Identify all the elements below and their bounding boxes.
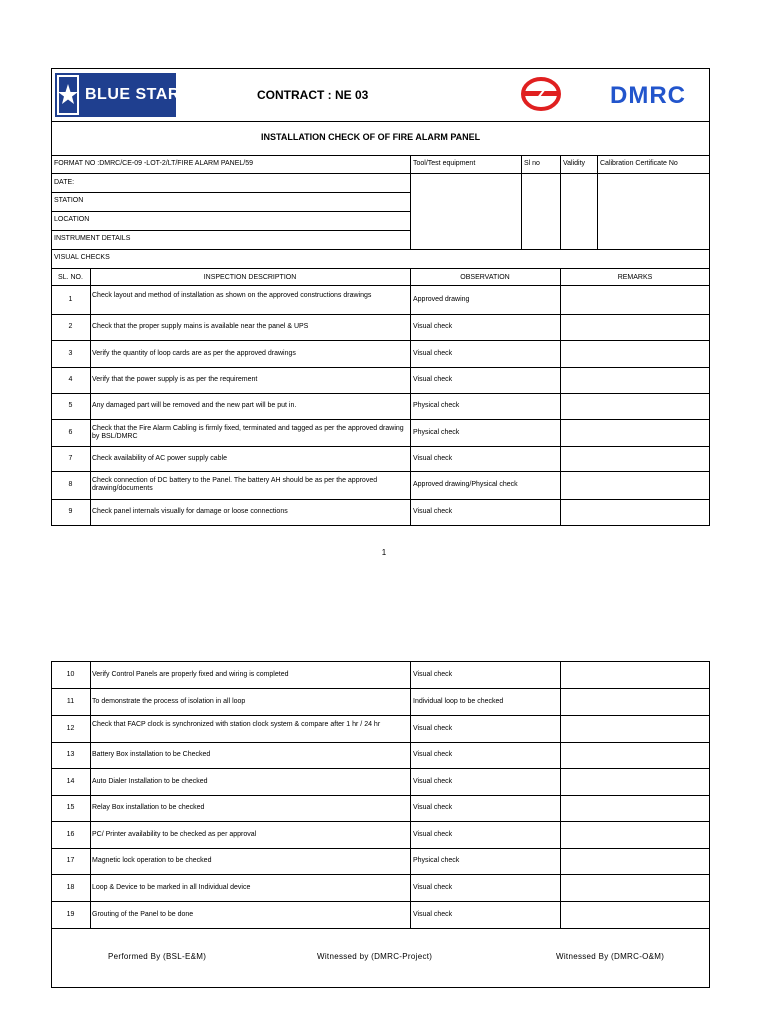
row-remarks-cell[interactable] — [561, 901, 710, 928]
row-observation: Physical check — [413, 428, 460, 436]
table-row — [51, 715, 710, 742]
row-description: Check connection of DC battery to the Panel. The battery AH should be as per the approved drawing/documents — [92, 477, 378, 492]
table-row — [51, 419, 710, 446]
table-row — [51, 314, 710, 340]
row-observation: Visual check — [413, 670, 453, 678]
location-label: LOCATION — [54, 216, 90, 223]
row-description: Any damaged part will be removed and the new part will be put in. — [92, 402, 297, 409]
row-observation: Approved drawing/Physical check — [413, 481, 518, 488]
row-remarks-cell[interactable] — [561, 715, 710, 742]
row-remarks-cell[interactable] — [561, 874, 710, 901]
row-number: 7 — [68, 454, 73, 462]
table-row — [51, 848, 710, 874]
row-remarks-cell[interactable] — [561, 367, 710, 393]
star-icon — [57, 75, 79, 115]
tool-header: Tool/Test equipment — [413, 160, 476, 167]
table-row — [51, 367, 710, 393]
row-observation: Visual check — [413, 804, 453, 811]
row-number: 17 — [66, 857, 75, 864]
slno-header: Sl no — [524, 160, 540, 167]
calibration-header: Calibration Certificate No — [600, 160, 678, 167]
row-remarks-cell[interactable] — [561, 688, 710, 715]
row-description: PC/ Printer availability to be checked as per approval — [92, 830, 257, 838]
row-observation: Visual check — [413, 376, 453, 383]
row-number: 13 — [66, 751, 75, 758]
table-row — [51, 499, 710, 524]
row-number: 1 — [68, 295, 73, 303]
row-description: Magnetic lock operation to be checked — [92, 857, 212, 864]
row-description: Auto Dialer Installation to be checked — [92, 777, 208, 785]
table-row — [51, 446, 710, 471]
witnessed-project: Witnessed by (DMRC-Project) — [317, 952, 433, 961]
col-header-remarks: REMARKS — [617, 274, 653, 281]
row-description: Relay Box installation to be checked — [92, 804, 205, 811]
table-row — [51, 768, 710, 795]
station-label: STATION — [54, 197, 84, 204]
row-observation: Visual check — [413, 777, 453, 785]
table-row — [51, 688, 710, 715]
row-remarks-cell[interactable] — [561, 285, 710, 314]
col-header-obs: OBSERVATION — [460, 274, 510, 281]
row-remarks-cell[interactable] — [561, 821, 710, 848]
row-number: 3 — [68, 349, 73, 357]
row-observation: Visual check — [413, 883, 453, 891]
table-row — [51, 742, 710, 768]
row-observation: Visual check — [413, 751, 453, 758]
row-number: 19 — [66, 910, 75, 918]
performed-by: Performed By (BSL-E&M) — [108, 952, 207, 961]
row-number: 16 — [66, 830, 75, 838]
table-row — [51, 471, 710, 499]
row-remarks-cell[interactable] — [561, 446, 710, 471]
row-observation: Visual check — [413, 724, 453, 732]
validity-header: Validity — [563, 160, 586, 167]
row-description: Check availability of AC power supply cable — [92, 454, 228, 462]
bluestar-text: BLUE STAR — [85, 86, 180, 103]
page-number: 1 — [381, 548, 387, 557]
row-number: 6 — [68, 428, 73, 436]
row-description: Check that the proper supply mains is available near the panel & UPS — [92, 323, 309, 330]
row-description: Loop & Device to be marked in all Individual device — [92, 883, 251, 891]
row-observation: Physical check — [413, 402, 460, 409]
row-remarks-cell[interactable] — [561, 848, 710, 874]
table-row — [51, 340, 710, 367]
row-description: Verify Control Panels are properly fixed and wiring is completed — [92, 670, 289, 678]
dmrc-text: DMRC — [610, 82, 686, 109]
table-row — [51, 821, 710, 848]
row-number: 18 — [66, 883, 75, 891]
row-observation: Visual check — [413, 349, 453, 357]
row-remarks-cell[interactable] — [561, 768, 710, 795]
row-description: Check that the Fire Alarm Cabling is firmly fixed, terminated and tagged as per the approved drawing by BSL/DMRC — [92, 424, 404, 440]
instrument-label: INSTRUMENT DETAILS — [54, 235, 131, 242]
row-number: 2 — [68, 323, 73, 330]
row-remarks-cell[interactable] — [561, 340, 710, 367]
date-label: DATE: — [54, 179, 75, 186]
dmrc-logo-icon — [520, 77, 562, 111]
row-number: 11 — [66, 697, 75, 705]
col-header-desc: INSPECTION DESCRIPTION — [203, 274, 297, 281]
row-number: 14 — [66, 777, 75, 785]
row-number: 9 — [68, 507, 73, 515]
row-number: 4 — [68, 376, 73, 383]
row-description: Verify that the power supply is as per the requirement — [92, 376, 258, 383]
table-row — [51, 874, 710, 901]
table-row — [51, 285, 710, 314]
bluestar-logo — [55, 73, 180, 117]
row-observation: Visual check — [413, 454, 453, 462]
row-description: To demonstrate the process of isolation in all loop — [92, 697, 246, 705]
table-row — [51, 901, 710, 928]
row-description: Check panel internals visually for damage or loose connections — [92, 507, 288, 515]
row-number: 10 — [66, 670, 75, 678]
row-number: 12 — [66, 724, 75, 732]
row-description: Battery Box installation to be Checked — [92, 751, 211, 758]
row-remarks-cell[interactable] — [561, 393, 710, 419]
row-description: Check layout and method of installation as shown on the approved constructions drawings — [92, 291, 372, 299]
table-row — [51, 661, 710, 688]
row-remarks-cell[interactable] — [561, 314, 710, 340]
row-number: 15 — [66, 804, 75, 811]
row-number: 5 — [68, 402, 73, 409]
row-observation: Visual check — [413, 507, 453, 515]
row-remarks-cell[interactable] — [561, 499, 710, 524]
row-observation: Visual check — [413, 910, 453, 918]
row-remarks-cell[interactable] — [561, 471, 710, 499]
witnessed-om: Witnessed By (DMRC-O&M) — [556, 952, 665, 961]
table-row — [51, 795, 710, 821]
row-number: 8 — [68, 481, 73, 488]
row-observation: Visual check — [413, 830, 453, 838]
format-no: FORMAT NO :DMRC/CE-09 -LOT-2/LT/FIRE ALARM PANEL/59 — [54, 160, 254, 167]
table-row — [51, 393, 710, 419]
row-observation: Visual check — [413, 323, 453, 330]
visual-checks-label: VISUAL CHECKS — [54, 254, 110, 261]
row-observation: Approved drawing — [413, 295, 470, 303]
row-observation: Physical check — [413, 857, 460, 864]
row-remarks-cell[interactable] — [561, 742, 710, 768]
row-remarks-cell[interactable] — [561, 661, 710, 688]
row-remarks-cell[interactable] — [561, 419, 710, 446]
contract-label: CONTRACT : NE 03 — [257, 88, 369, 102]
form-title: INSTALLATION CHECK OF OF FIRE ALARM PANEL — [261, 132, 481, 142]
row-description: Grouting of the Panel to be done — [92, 910, 194, 918]
row-remarks-cell[interactable] — [561, 795, 710, 821]
row-description: Check that FACP clock is synchronized with station clock system & compare after 1 hr / 24 hr — [92, 720, 381, 728]
row-description: Verify the quantity of loop cards are as per the approved drawings — [92, 349, 296, 357]
row-observation: Individual loop to be checked — [413, 697, 504, 705]
col-header-sl: SL. NO. — [58, 274, 83, 281]
